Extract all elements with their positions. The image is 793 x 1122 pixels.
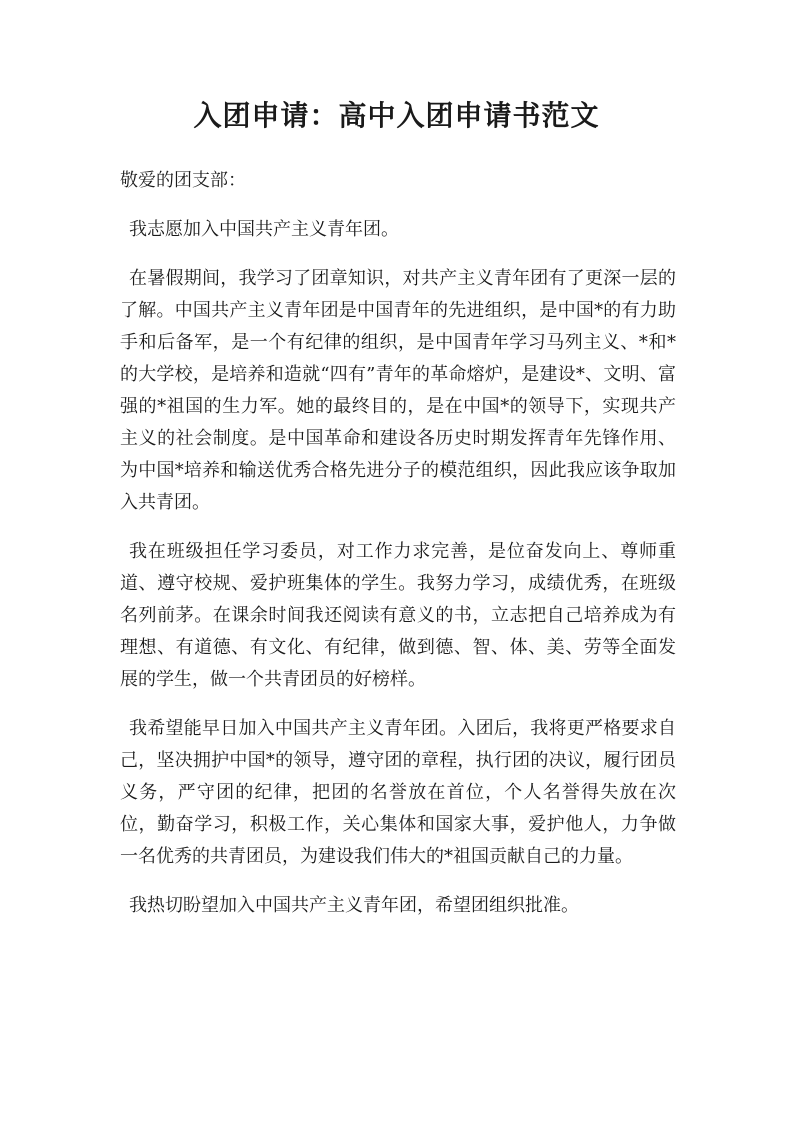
document-body bbox=[120, 165, 676, 939]
paragraph-understanding: 在暑假期间，我学习了团章知识，对共产主义青年团有了更深一层的了解。中国共产主义青年团是中国青年的先进组织，是中国*的有力助手和后备军，是一个有纪律的组织，是中国青年学习马列主义、*和*的大学校，是培养和造就“四有”青年的革命熔炉，是建设*、文明、富强的*祖国的生力军。她的最终目的，是在中国*的领导下，实现共产主义的社会制度。是中国革命和建设各历史时期发挥青年先锋作用、为中国*培养和输送优秀合格先进分子的模范组织，因此我应该争取加入共青团。 bbox=[120, 268, 676, 513]
paragraph-commitment: 我希望能早日加入中国共产主义青年团。入团后，我将更严格要求自己，坚决拥护中国*的领导，遵守团的章程，执行团的决议，履行团员义务，严守团的纪律，把团的名誉放在首位，个人名誉得失放在次位，勤奋学习，积极工作，关心集体和国家大事，爱护他人，力争做一名优秀的共青团员，为建设我们伟大的*祖国贡献自己的力量。 bbox=[120, 718, 676, 867]
document-title: 入团申请：高中入团申请书范文 bbox=[193, 99, 600, 132]
salutation: 敬爱的团支部： bbox=[120, 170, 246, 191]
paragraph-self-introduction: 我在班级担任学习委员，对工作力求完善，是位奋发向上、尊师重道、遵守校规、爱护班集体的学生。我努力学习，成绩优秀，在班级名列前茅。在课余时间我还阅读有意义的书，立志把自己培养成为有理想、有道德、有文化、有纪律，做到德、智、体、美、劳等全面发展的学生，做一个共青团员的好榜样。 bbox=[120, 541, 676, 690]
paragraph-declaration: 我志愿加入中国共产主义青年团。 bbox=[129, 219, 399, 240]
paragraph-closing: 我热切盼望加入中国共产主义青年团，希望团组织批准。 bbox=[129, 895, 579, 916]
